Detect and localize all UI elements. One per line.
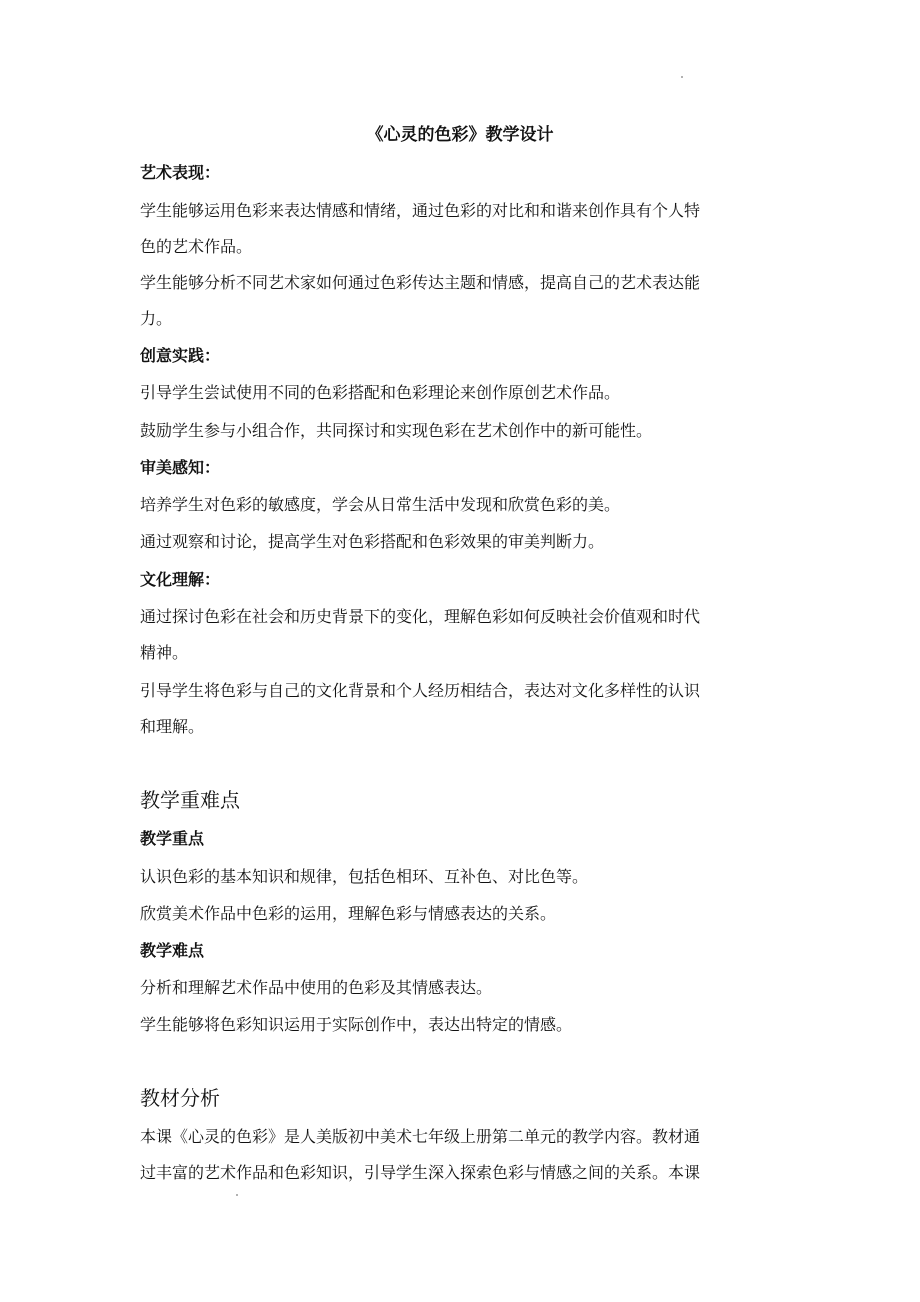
section-heading-art-expression: 艺术表现： [140,163,221,182]
paragraph-line: 力。 [140,309,173,328]
section-heading-cultural-understanding: 文化理解： [140,570,221,589]
paragraph-line: 通过观察和讨论，提高学生对色彩搭配和色彩效果的审美判断力。 [140,532,605,551]
paragraph-line: 分析和理解艺术作品中使用的色彩及其情感表达。 [140,978,493,997]
paragraph-line: 学生能够将色彩知识运用于实际创作中，表达出特定的情感。 [140,1015,573,1034]
paragraph-line: 鼓励学生参与小组合作，共同探讨和实现色彩在艺术创作中的新可能性。 [140,421,653,440]
section-title-material-analysis: 教材分析 [140,1086,220,1110]
document-title: 《心灵的色彩》教学设计 [366,125,554,145]
paragraph-line: 引导学生将色彩与自己的文化背景和个人经历相结合，表达对文化多样性的认识 [140,681,701,700]
paragraph-line: 过丰富的艺术作品和色彩知识，引导学生深入探索色彩与情感之间的关系。本课 [140,1163,701,1182]
paragraph-line: 认识色彩的基本知识和规律，包括色相环、互补色、对比色等。 [140,867,589,886]
paragraph-line: 欣赏美术作品中色彩的运用，理解色彩与情感表达的关系。 [140,904,557,923]
subheading-key-point: 教学重点 [140,829,205,848]
section-title-key-points: 教学重难点 [140,788,240,812]
paragraph-line: 学生能够运用色彩来表达情感和情绪，通过色彩的对比和和谐来创作具有个人特 [140,201,701,220]
paragraph-line: 和理解。 [140,717,205,736]
paragraph-line: 学生能够分析不同艺术家如何通过色彩传达主题和情感，提高自己的艺术表达能 [140,273,701,292]
scan-speck [236,1194,238,1196]
paragraph-line: 精神。 [140,643,189,662]
scan-speck [681,76,683,78]
section-heading-aesthetic-perception: 审美感知： [140,458,221,477]
subheading-difficult-point: 教学难点 [140,941,205,960]
paragraph-line: 引导学生尝试使用不同的色彩搭配和色彩理论来创作原创艺术作品。 [140,383,621,402]
paragraph-line: 培养学生对色彩的敏感度，学会从日常生活中发现和欣赏色彩的美。 [140,495,621,514]
paragraph-line: 通过探讨色彩在社会和历史背景下的变化，理解色彩如何反映社会价值观和时代 [140,607,701,626]
paragraph-line: 色的艺术作品。 [140,237,253,256]
section-heading-creative-practice: 创意实践： [140,346,221,365]
paragraph-line: 本课《心灵的色彩》是人美版初中美术七年级上册第二单元的教学内容。教材通 [140,1127,701,1146]
